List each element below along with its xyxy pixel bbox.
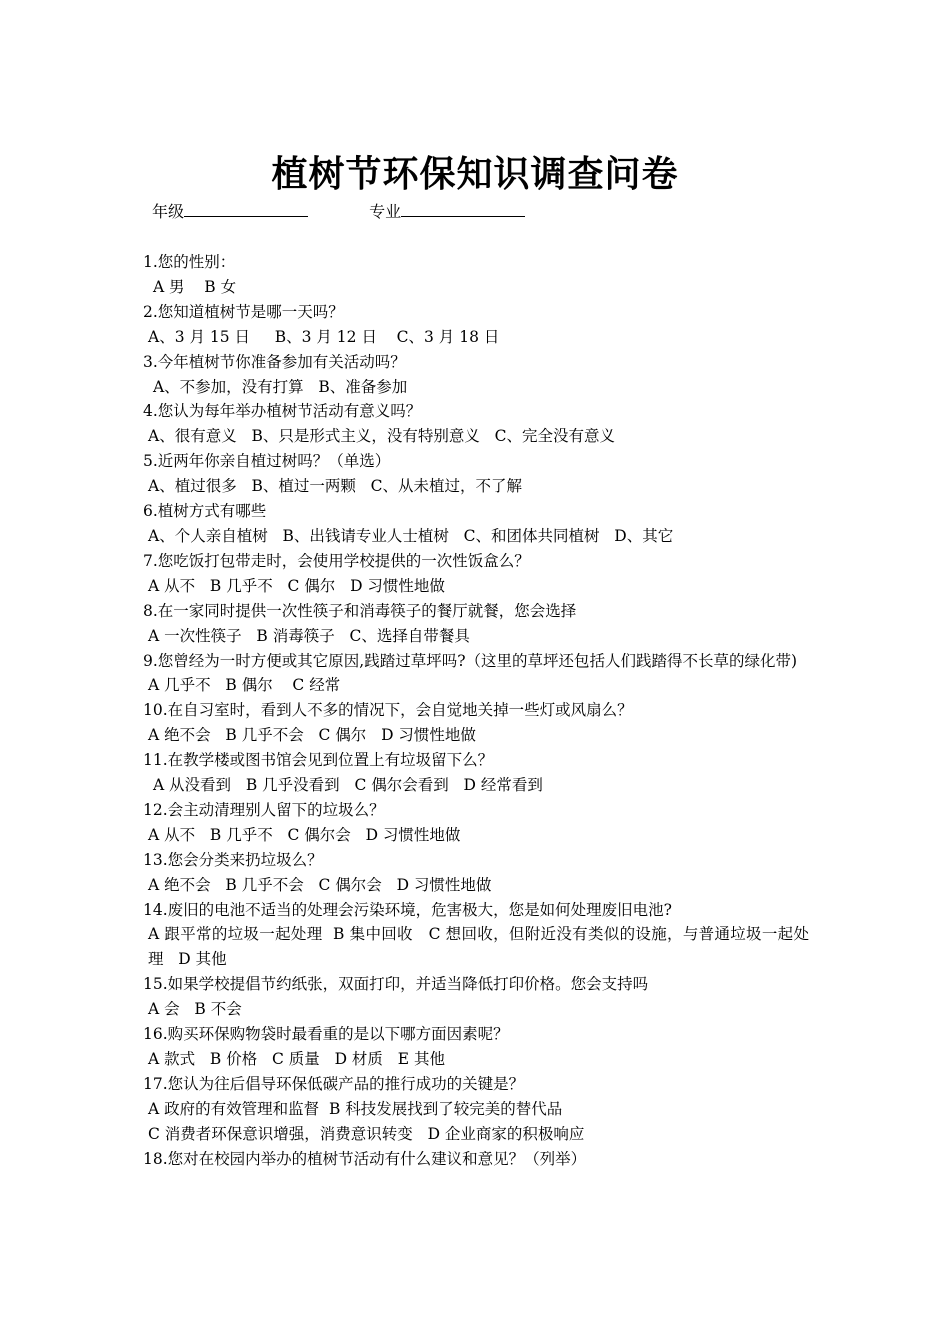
question-text: 16.购买环保购物袋时最看重的是以下哪方面因素呢？ bbox=[143, 1025, 509, 1044]
question-text: 13.您会分类来扔垃圾么？ bbox=[143, 850, 323, 869]
answer-options: A 从没看到 B 几乎没看到 C 偶尔会看到 D 经常看到 bbox=[148, 776, 543, 795]
major-blank[interactable] bbox=[401, 198, 525, 217]
question-text: 11.在教学楼或图书馆会见到位置上有垃圾留下么？ bbox=[143, 751, 494, 770]
answer-options: A、植过很多 B、植过一两颗 C、从未植过，不了解 bbox=[148, 477, 523, 496]
answer-options: A 绝不会 B 几乎不会 C 偶尔 D 习惯性地做 bbox=[148, 726, 476, 745]
major-label: 专业 bbox=[369, 202, 402, 221]
question-text: 8.在一家同时提供一次性筷子和消毒筷子的餐厅就餐，您会选择 bbox=[143, 601, 577, 620]
question-text: 17.您认为往后倡导环保低碳产品的推行成功的关键是？ bbox=[143, 1074, 525, 1093]
answer-options: A 从不 B 几乎不 C 偶尔 D 习惯性地做 bbox=[148, 576, 445, 595]
grade-field bbox=[152, 198, 308, 224]
answer-options: A 款式 B 价格 C 质量 D 材质 E 其他 bbox=[148, 1050, 445, 1068]
question-text: 12.会主动清理别人留下的垃圾么？ bbox=[143, 800, 385, 819]
answer-options: A 跟平常的垃圾一起处理 B 集中回收 C 想回收，但附近没有类似的设施，与普通垃圾一起处理 D 其他 bbox=[148, 925, 809, 969]
question-text: 5.近两年你亲自植过树吗？（单选） bbox=[143, 452, 391, 471]
answer-options: A 政府的有效管理和监督 B 科技发展找到了较完美的替代品 bbox=[148, 1099, 563, 1118]
question-text: 2.您知道植树节是哪一天吗？ bbox=[143, 302, 344, 321]
answer-options: A 会 B 不会 bbox=[148, 1000, 242, 1019]
major-field bbox=[369, 198, 525, 224]
question-text: 1.您的性别： bbox=[143, 253, 236, 271]
question-text: 10.在自习室时，看到人不多的情况下，会自觉地关掉一些灯或风扇么？ bbox=[143, 701, 633, 720]
question-text: 6.植树方式有哪些 bbox=[143, 502, 267, 521]
answer-options: A、不参加，没有打算 B、准备参加 bbox=[148, 377, 408, 396]
question-text: 9.您曾经为一时方便或其它原因,践踏过草坪吗?（这里的草坪还包括人们践踏得不长草的绿化带) bbox=[143, 651, 798, 670]
answer-options: A 男 B 女 bbox=[148, 277, 237, 296]
question-text: 4.您认为每年举办植树节活动有意义吗？ bbox=[143, 402, 422, 421]
question-text: 7.您吃饭打包带走时，会使用学校提供的一次性饭盒么？ bbox=[143, 551, 530, 570]
answer-options: A 几乎不 B 偶尔 C 经常 bbox=[148, 676, 341, 695]
answer-options: A 一次性筷子 B 消毒筷子 C、选择自带餐具 bbox=[148, 626, 470, 645]
question-text: 18.您对在校园内举办的植树节活动有什么建议和意见？（列举） bbox=[143, 1149, 587, 1168]
grade-label: 年级 bbox=[152, 202, 185, 221]
answer-options: A 绝不会 B 几乎不会 C 偶尔会 D 习惯性地做 bbox=[148, 875, 492, 894]
answer-options: A、3 月 15 日 B、3 月 12 日 C、3 月 18 日 bbox=[148, 327, 500, 346]
answer-options: A 从不 B 几乎不 C 偶尔会 D 习惯性地做 bbox=[148, 825, 461, 844]
question-text: 15.如果学校提倡节约纸张，双面打印，并适当降低打印价格。您会支持吗 bbox=[143, 975, 649, 994]
question-text: 14.废旧的电池不适当的处理会污染环境，危害极大，您是如何处理废旧电池? bbox=[143, 900, 672, 919]
grade-blank[interactable] bbox=[184, 198, 308, 217]
answer-options: C 消费者环保意识增强，消费意识转变 D 企业商家的积极响应 bbox=[148, 1124, 585, 1143]
answer-options: A、个人亲自植树 B、出钱请专业人士植树 C、和团体共同植树 D、其它 bbox=[148, 526, 674, 545]
answer-options: A、很有意义 B、只是形式主义，没有特别意义 C、完全没有意义 bbox=[148, 427, 616, 446]
form-fields bbox=[152, 198, 525, 224]
question-text: 3.今年植树节你准备参加有关活动吗？ bbox=[143, 352, 406, 371]
survey-content bbox=[143, 250, 809, 1172]
page-title: 植树节环保知识调查问卷 bbox=[271, 153, 679, 195]
